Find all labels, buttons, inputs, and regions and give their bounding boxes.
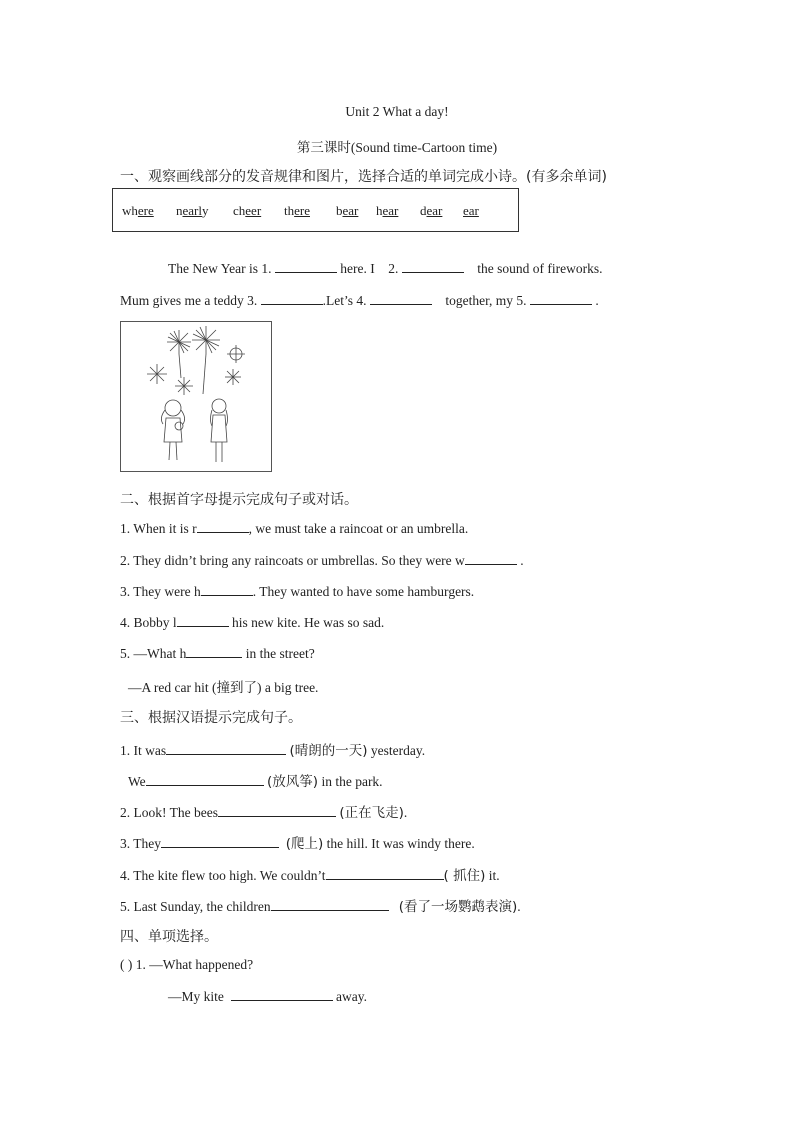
- s2-item-3: 3. They were h . They wanted to have some hamburgers.: [120, 584, 475, 599]
- s3-blank-3[interactable]: [218, 804, 336, 817]
- s3-item-5: 5. Last Sunday, the children (看了一场鹦鹉表演).: [120, 899, 521, 915]
- s3-item-1b: We (放风筝) in the park.: [128, 774, 383, 790]
- s3-blank-5[interactable]: [326, 867, 444, 880]
- page-subtitle: 第三课时(Sound time-Cartoon time): [296, 140, 498, 155]
- s3-blank-4[interactable]: [161, 835, 279, 848]
- poem-line-1: The New Year is 1. here. I 2. the sound of fireworks.: [168, 261, 603, 276]
- fireworks-illustration: [120, 321, 272, 472]
- s2-item-5-answer: —A red car hit (撞到了) a big tree.: [128, 680, 319, 696]
- s3-item-4: 4. The kite flew too high. We couldn’t ( 抓住) it.: [120, 868, 500, 884]
- word-where: where: [122, 203, 154, 218]
- word-nearly: nearly: [176, 203, 209, 218]
- s4-question-1: ( ) 1. —What happened?: [120, 957, 254, 972]
- section-2-heading: 二、根据首字母提示完成句子或对话。: [120, 492, 358, 508]
- s2-item-2: 2. They didn’t bring any raincoats or umbrellas. So they were w .: [120, 553, 524, 568]
- word-there: there: [284, 203, 310, 218]
- blank-4[interactable]: [370, 292, 432, 305]
- word-hear: hear: [376, 203, 399, 218]
- blank-1[interactable]: [275, 260, 337, 273]
- s2-item-4: 4. Bobby l his new kite. He was so sad.: [120, 615, 385, 630]
- word-bear: bear: [336, 203, 359, 218]
- word-dear: dear: [420, 203, 443, 218]
- s4-question-1-answer: —My kite away.: [168, 989, 367, 1004]
- section-3-heading: 三、根据汉语提示完成句子。: [120, 710, 302, 726]
- poem-line-2: Mum gives me a teddy 3. .Let’s 4. together, my 5. .: [120, 293, 599, 308]
- section-1-heading: 一、观察画线部分的发音规律和图片，选择合适的单词完成小诗。(有多余单词): [120, 169, 607, 185]
- word-ear: ear: [463, 203, 479, 218]
- s3-blank-6[interactable]: [271, 898, 389, 911]
- s2-item-1: 1. When it is r , we must take a raincoat or an umbrella.: [120, 521, 469, 536]
- s3-blank-2[interactable]: [146, 773, 264, 786]
- s2-blank-2[interactable]: [465, 552, 517, 565]
- blank-2[interactable]: [402, 260, 464, 273]
- s3-item-1: 1. It was (晴朗的一天) yesterday.: [120, 743, 426, 759]
- s4-blank-1[interactable]: [231, 988, 333, 1001]
- s3-item-2: 2. Look! The bees (正在飞走).: [120, 805, 408, 821]
- blank-5[interactable]: [530, 292, 592, 305]
- s2-item-5: 5. —What h in the street?: [120, 646, 315, 661]
- page-title: Unit 2 What a day!: [345, 104, 449, 119]
- blank-3[interactable]: [261, 292, 323, 305]
- s2-blank-5[interactable]: [186, 645, 242, 658]
- word-cheer: cheer: [233, 203, 262, 218]
- s2-blank-3[interactable]: [201, 583, 253, 596]
- word-bank: [112, 188, 519, 232]
- section-4-heading: 四、单项选择。: [120, 929, 218, 945]
- s2-blank-1[interactable]: [197, 520, 249, 533]
- s2-blank-4[interactable]: [177, 614, 229, 627]
- s3-blank-1[interactable]: [166, 742, 286, 755]
- fireworks-girls-drawing: [121, 322, 271, 471]
- s3-item-3: 3. They (爬上) the hill. It was windy there.: [120, 836, 475, 852]
